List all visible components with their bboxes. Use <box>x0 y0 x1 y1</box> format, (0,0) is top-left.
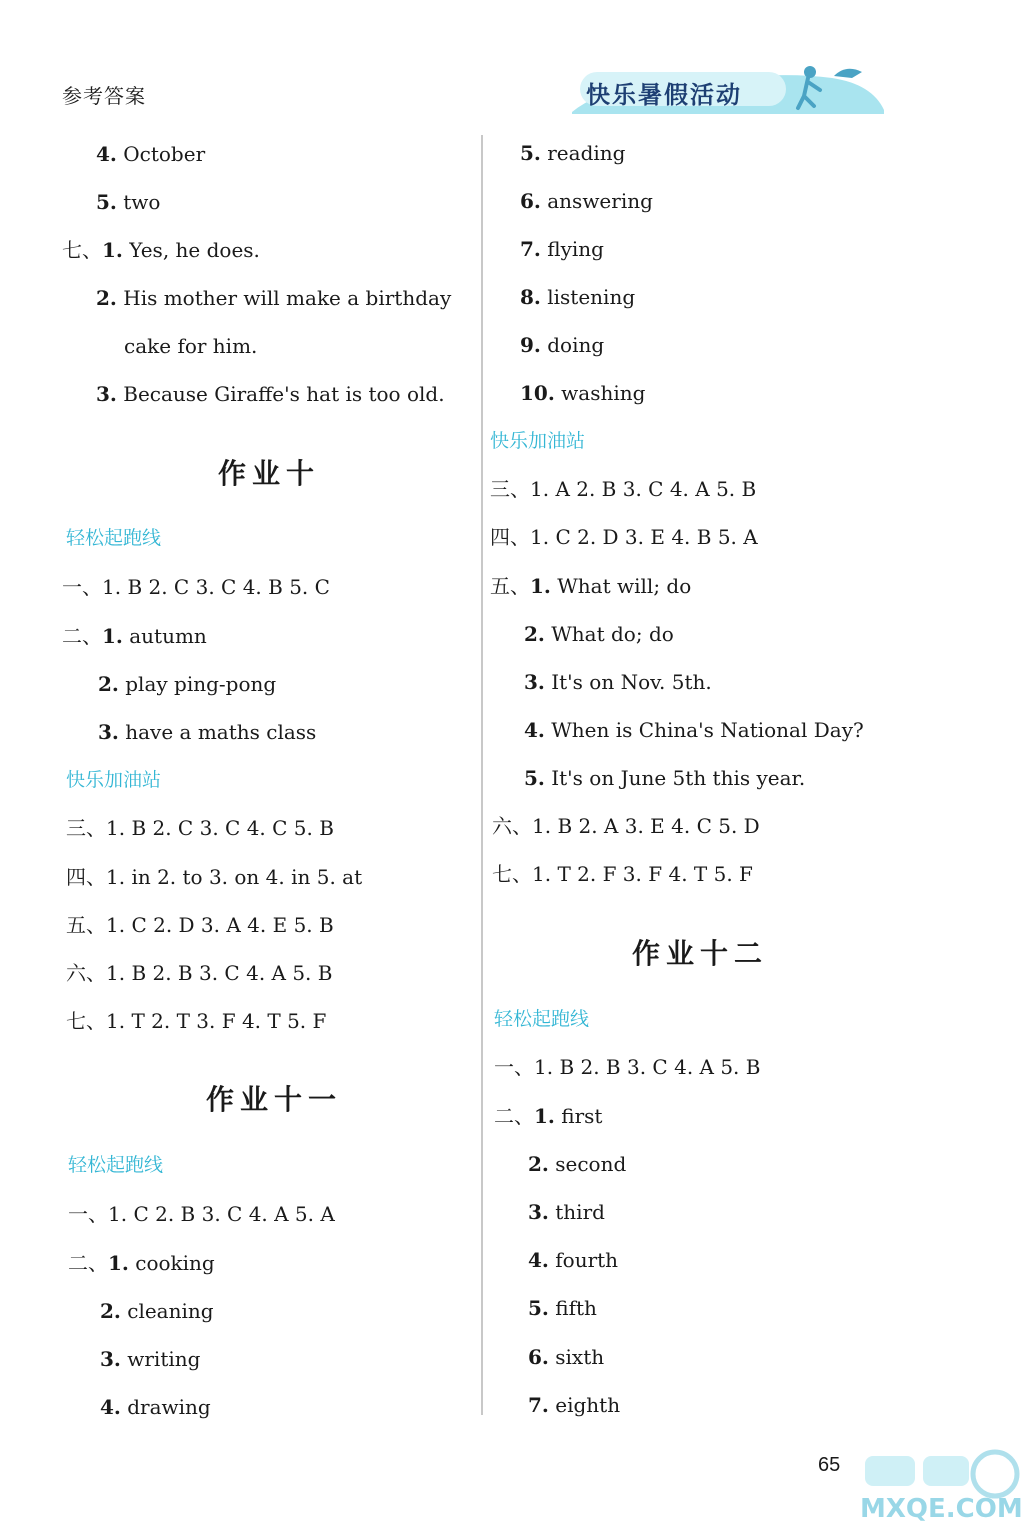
answer-line: 3. writing <box>100 1347 201 1371</box>
answer-line: 6. sixth <box>528 1345 605 1369</box>
homework-title: 作业十二 <box>632 937 769 970</box>
answer-line: 一、1. C 2. B 3. C 4. A 5. A <box>68 1202 335 1226</box>
answer-line: 5. It's on June 5th this year. <box>524 766 806 790</box>
answer-line: 3. Because Giraffe's hat is too old. <box>96 382 445 406</box>
homework-title: 作业十 <box>218 457 321 490</box>
answer-line: 3. It's on Nov. 5th. <box>524 670 712 694</box>
answer-line: 7. eighth <box>528 1393 621 1417</box>
answer-line: 五、1. C 2. D 3. A 4. E 5. B <box>66 913 334 937</box>
watermark-text: MXQE.COM <box>860 1494 1023 1524</box>
answer-line: 2. cleaning <box>100 1299 214 1323</box>
answer-line: 6. answering <box>520 189 653 213</box>
header-banner <box>572 62 884 114</box>
answer-line: 4. When is China's National Day? <box>524 718 864 742</box>
answer-line: 六、1. B 2. B 3. C 4. A 5. B <box>66 961 333 985</box>
answer-line: 5. reading <box>520 141 626 165</box>
answer-line: 10. washing <box>520 381 646 405</box>
answer-line: 七、1. Yes, he does. <box>62 238 260 262</box>
page-number: 65 <box>818 1454 841 1476</box>
answer-line: 四、1. C 2. D 3. E 4. B 5. A <box>490 525 758 549</box>
homework-title: 作业十一 <box>206 1083 343 1116</box>
answer-line: 4. October <box>96 142 206 166</box>
answer-line: 2. His mother will make a birthday <box>96 286 452 310</box>
answer-line: 3. third <box>528 1200 605 1224</box>
answer-line: 二、1. cooking <box>68 1251 215 1275</box>
page-header-label: 参考答案 <box>62 84 146 108</box>
answer-line: 4. fourth <box>528 1248 619 1272</box>
answer-line: 六、1. B 2. A 3. E 4. C 5. D <box>492 814 760 838</box>
answer-line: 2. What do; do <box>524 622 674 646</box>
column-divider <box>481 135 483 1415</box>
answer-line: 7. flying <box>520 237 604 261</box>
answer-line: 三、1. B 2. C 3. C 4. C 5. B <box>66 816 334 840</box>
answer-line: 5. two <box>96 190 161 214</box>
section-heading: 快乐加油站 <box>66 769 162 791</box>
answer-line: 三、1. A 2. B 3. C 4. A 5. B <box>490 477 757 501</box>
banner-title: 快乐暑假活动 <box>586 81 742 109</box>
answer-line: 五、1. What will; do <box>490 574 692 598</box>
answer-line: 七、1. T 2. F 3. F 4. T 5. F <box>492 862 753 886</box>
answer-line: 8. listening <box>520 285 636 309</box>
answer-line: 2. second <box>528 1152 627 1176</box>
answer-line: 二、1. autumn <box>62 624 207 648</box>
section-heading: 快乐加油站 <box>490 430 586 452</box>
answer-line: 9. doing <box>520 333 605 357</box>
section-heading: 轻松起跑线 <box>66 527 162 549</box>
answer-line: 一、1. B 2. B 3. C 4. A 5. B <box>494 1055 761 1079</box>
answer-line: cake for him. <box>124 334 258 358</box>
answer-line: 一、1. B 2. C 3. C 4. B 5. C <box>62 575 330 599</box>
answer-line: 四、1. in 2. to 3. on 4. in 5. at <box>66 865 363 889</box>
section-heading: 轻松起跑线 <box>68 1154 164 1176</box>
answer-line: 4. drawing <box>100 1395 211 1419</box>
answer-line: 2. play ping-pong <box>98 672 277 696</box>
answer-line: 二、1. first <box>494 1104 603 1128</box>
answer-line: 3. have a maths class <box>98 720 317 744</box>
answer-line: 5. fifth <box>528 1296 597 1320</box>
answer-line: 七、1. T 2. T 3. F 4. T 5. F <box>66 1009 327 1033</box>
section-heading: 轻松起跑线 <box>494 1008 590 1030</box>
